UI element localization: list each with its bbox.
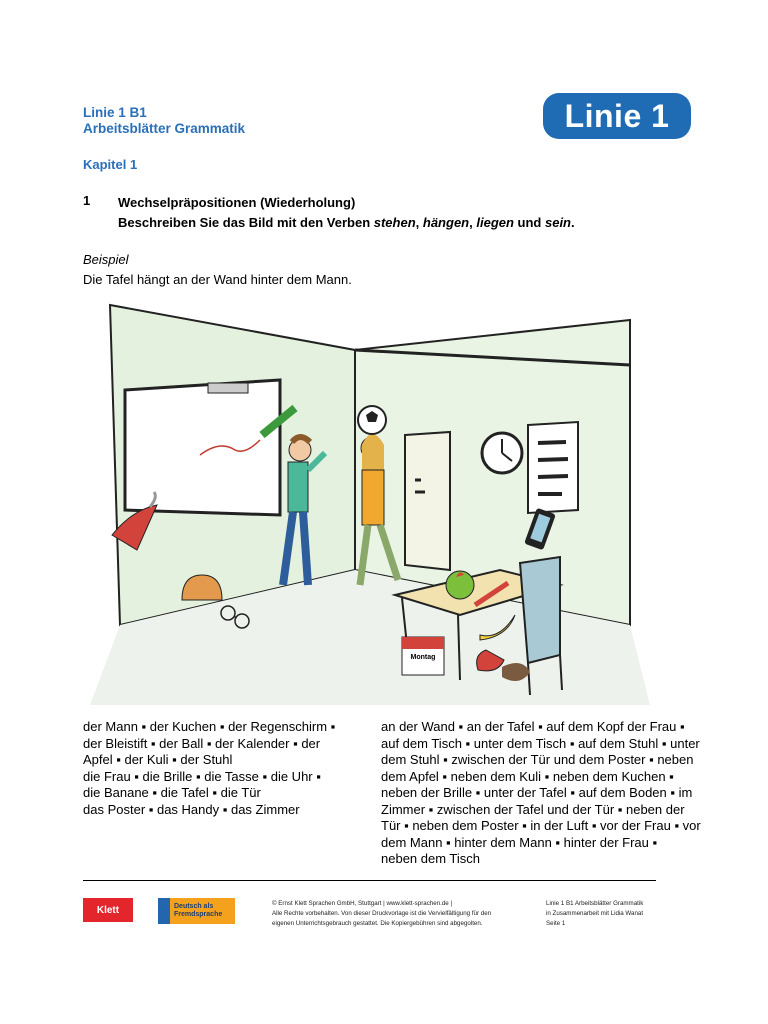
classroom-illustration bbox=[90, 295, 650, 705]
list-item: die Frau ▪ die Brille ▪ die Tasse ▪ die Uhr ▪ bbox=[83, 768, 321, 784]
door bbox=[405, 432, 450, 570]
chair-back bbox=[520, 557, 560, 663]
poster-line-2 bbox=[538, 459, 568, 460]
whiteboard bbox=[125, 380, 280, 515]
list-item: dem Apfel ▪ neben dem Kuli ▪ neben dem Kuchen ▪ bbox=[381, 768, 674, 784]
nouns-list bbox=[83, 719, 368, 818]
prepositions-list bbox=[381, 719, 711, 868]
calendar-header bbox=[402, 637, 444, 649]
copyright-notice: © Ernst Klett Sprachen GmbH, Stuttgart | www.klett-sprachen.de | Alle Rechte vorbehalten. Von dieser Druckvorlage ist die Vervielfältigung für den eigenen Unterrichtsgebrauch gestattet. Die Kopiergebühren sind abgegolten. bbox=[272, 900, 492, 927]
man-shirt bbox=[288, 462, 308, 512]
man-leg-right bbox=[303, 512, 308, 585]
list-item: Zimmer ▪ zwischen der Tafel und der Tür ▪ neben der bbox=[381, 801, 685, 817]
list-item: der Mann ▪ der Kuchen ▪ der Regenschirm ▪ bbox=[83, 719, 336, 734]
klett-logo-text: Klett bbox=[96, 904, 120, 916]
list-item: neben der Brille ▪ unter der Tafel ▪ auf dem Boden ▪ im bbox=[381, 785, 693, 800]
task-heading bbox=[118, 193, 575, 233]
daf-logo bbox=[158, 898, 235, 924]
list-item: Apfel ▪ der Kuli ▪ der Stuhl bbox=[83, 752, 233, 767]
list-item: Tür ▪ neben dem Poster ▪ in der Luft ▪ vor der Frau ▪ vor bbox=[381, 818, 701, 833]
list-item: dem Mann ▪ hinter dem Mann ▪ hinter der Frau ▪ bbox=[381, 834, 658, 850]
list-item: die Banane ▪ die Tafel ▪ die Tür bbox=[83, 785, 261, 800]
chapter-heading: Kapitel 1 bbox=[83, 157, 138, 172]
task-number: 1 bbox=[83, 193, 91, 208]
klett-logo bbox=[83, 898, 133, 922]
daf-logo-mark bbox=[158, 898, 170, 924]
footer-divider bbox=[83, 880, 656, 881]
poster-line-3 bbox=[538, 476, 568, 477]
example-label: Beispiel bbox=[83, 252, 129, 267]
poster-line-1 bbox=[538, 442, 566, 443]
task-title: Wechselpräpositionen (Wiederholung) bbox=[118, 195, 356, 210]
series-title bbox=[83, 105, 245, 137]
linie1-logo bbox=[543, 93, 691, 139]
series-line-2: Arbeitsblätter Grammatik bbox=[83, 121, 246, 136]
poster bbox=[528, 422, 578, 513]
list-item: auf dem Tisch ▪ unter dem Tisch ▪ auf dem Stuhl ▪ unter bbox=[381, 735, 700, 751]
calendar-label: Montag bbox=[410, 654, 436, 661]
task-instruction: Beschreiben Sie das Bild mit den Verben stehen, hängen, liegen und sein. bbox=[118, 215, 575, 230]
page-number: Seite 1 bbox=[546, 920, 566, 927]
list-item: dem Stuhl ▪ zwischen der Tür und dem Poster ▪ neben bbox=[381, 752, 694, 767]
list-item: neben dem Tisch bbox=[381, 851, 481, 866]
list-item: das Poster ▪ das Handy ▪ das Zimmer bbox=[83, 801, 300, 817]
footer-credits: Linie 1 B1 Arbeitsblätter Grammatik in Zusammenarbeit mit Lidia Wanat Seite 1 bbox=[546, 899, 666, 929]
example-sentence: Die Tafel hängt an der Wand hinter dem Mann. bbox=[83, 272, 352, 287]
woman-shirt bbox=[362, 470, 384, 525]
logo-text: Linie 1 bbox=[564, 97, 670, 134]
series-line-1: Linie 1 B1 bbox=[83, 105, 147, 120]
list-item: an der Wand ▪ an der Tafel ▪ auf dem Kopf der Frau ▪ bbox=[381, 719, 685, 734]
daf-logo-text: Deutsch als Fremdsprache bbox=[174, 903, 223, 918]
list-item: der Bleistift ▪ der Ball ▪ der Kalender ▪ der bbox=[83, 735, 321, 751]
projector bbox=[208, 383, 248, 393]
